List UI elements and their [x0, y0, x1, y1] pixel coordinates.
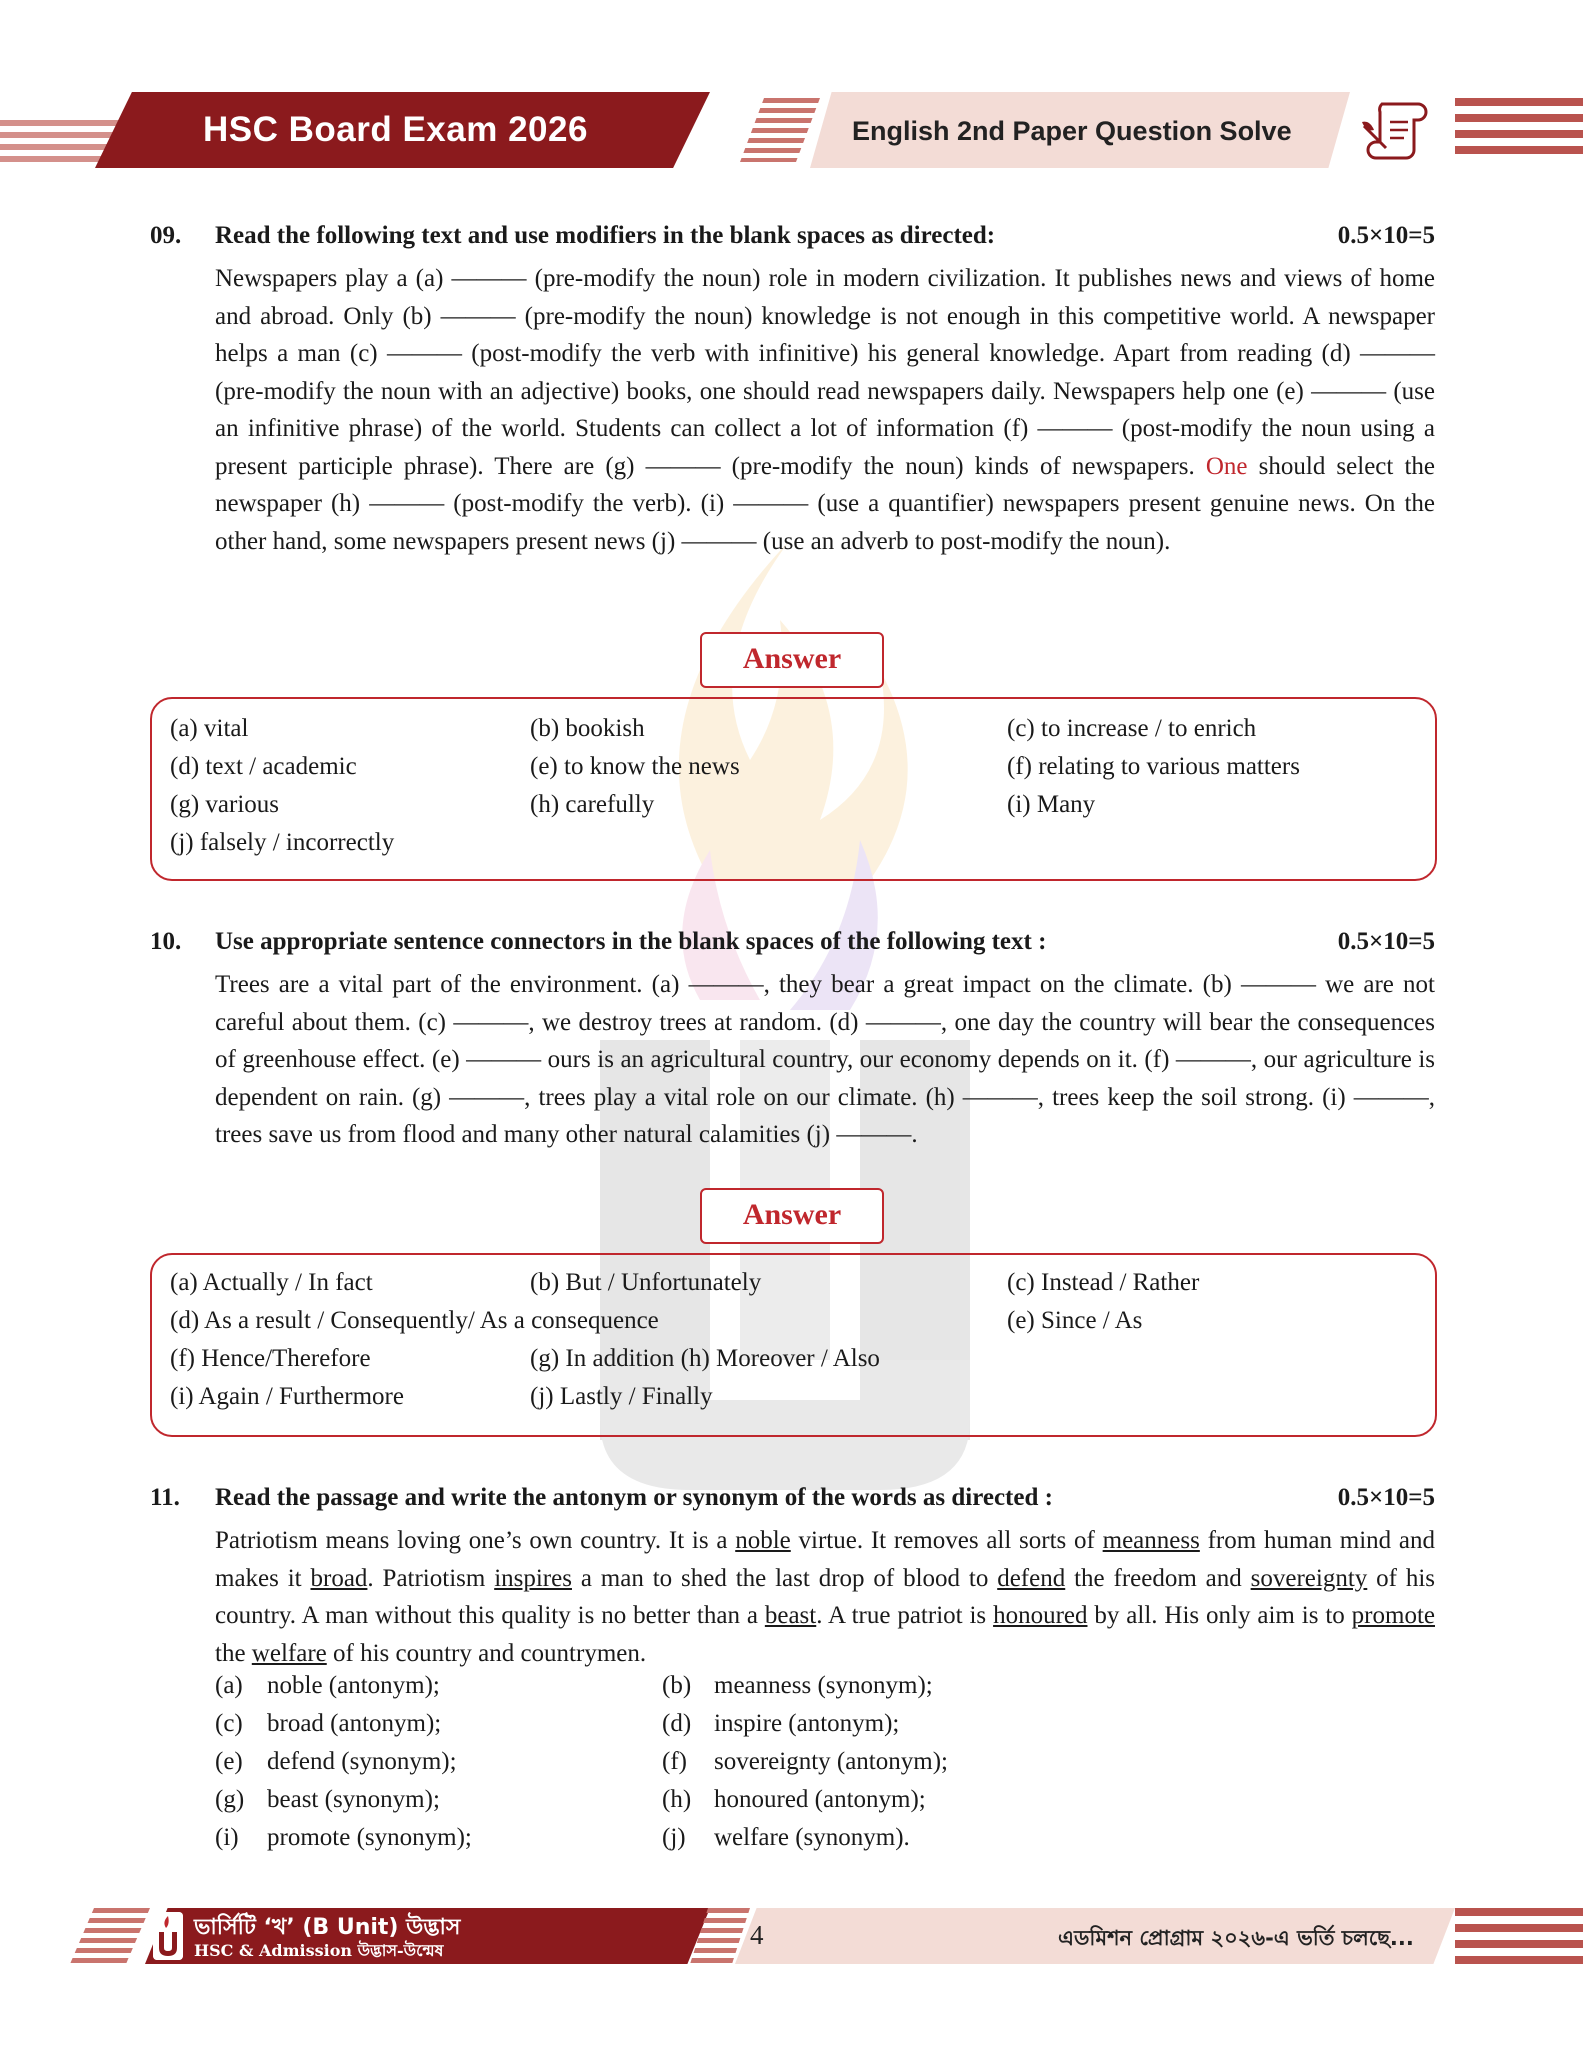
list-item: (j) welfare (synonym).: [662, 1824, 910, 1851]
answer-item: (f) relating to various matters: [1007, 753, 1300, 780]
underlined-word: noble: [735, 1527, 791, 1554]
question-11-header: [150, 1484, 1435, 1522]
question-marks: 0.5×10=5: [1337, 928, 1435, 955]
footer-tagline: এডমিশন প্রোগ্রাম ২০২৬-এ ভর্তি চলছে...: [1058, 1926, 1414, 1950]
answer-item: (b) bookish: [530, 715, 645, 742]
passage-text: virtue. It removes all sorts of: [790, 1527, 1103, 1554]
question-title: Read the following text and use modifiers in the blank spaces as directed:: [215, 222, 996, 249]
answer-item: (j) Lastly / Finally: [530, 1383, 713, 1410]
underlined-word: inspires: [494, 1564, 572, 1592]
passage-text: of his country and countrymen.: [326, 1639, 647, 1667]
passage-text: the: [215, 1639, 252, 1667]
answer-item: (j) falsely / incorrectly: [170, 829, 395, 856]
list-item: (f) sovereignty (antonym);: [662, 1748, 948, 1775]
page-number: 4: [750, 1920, 764, 1950]
answer-item: (h) carefully: [530, 791, 655, 818]
answer-item: (e) Since / As: [1007, 1307, 1143, 1334]
list-item: (a) noble (antonym);: [215, 1672, 440, 1699]
answer-item: (c) Instead / Rather: [1007, 1269, 1200, 1296]
passage-text: a man to shed the last drop of blood to: [571, 1564, 998, 1592]
underlined-word: meanness: [1102, 1527, 1200, 1554]
udvash-logo-icon: [153, 1912, 183, 1960]
list-item: (e) defend (synonym);: [215, 1748, 457, 1775]
answer-item: (g) In addition (h) Moreover / Also: [530, 1345, 880, 1372]
question-10-header: [150, 928, 1435, 966]
header-stripes-mid: [740, 98, 820, 162]
answer-item: (f) Hence/Therefore: [170, 1345, 371, 1372]
underlined-word: sovereignty: [1250, 1564, 1368, 1592]
answer-item: (a) vital: [170, 715, 249, 742]
passage-text: from human mind and makes it: [215, 1527, 1435, 1592]
question-number: 11.: [150, 1484, 180, 1511]
header-title: HSC Board Exam 2026: [203, 110, 588, 149]
q9-highlight-word: One: [1205, 452, 1248, 480]
question-9-header: [150, 222, 1435, 260]
question-title: Read the passage and write the antonym or synonym of the words as directed :: [215, 1484, 1053, 1511]
footer-brand-sub: HSC & Admission উদ্ভাস-উন্মেষ: [194, 1941, 444, 1960]
underlined-word: welfare: [251, 1639, 327, 1667]
q9-answer-box: [150, 697, 1437, 881]
list-item: (b) meanness (synonym);: [662, 1672, 933, 1699]
underlined-word: promote: [1351, 1602, 1435, 1629]
page-footer: [0, 1908, 1583, 1964]
question-marks: 0.5×10=5: [1337, 222, 1435, 249]
answer-item: (e) to know the news: [530, 753, 740, 780]
question-10-text: Trees are a vital part of the environment. (a) ———, they bear a great impact on the climate. (b) ——— we are not careful about them. (c) ———, we destroy trees at random. (d) ———, one day the country will bear the consequences of greenhouse effect. (e) ——— ours is an agricultural country, our economy depends on it. (f) ———, our agriculture is dependent on rain. (g) ———, trees play a vital role on our climate. (h) ———, trees keep the soil strong. (i) ———, trees save us from flood and many other natural calamities (j) ———.: [215, 971, 1435, 1148]
question-number: 10.: [150, 928, 182, 955]
footer-stripes-left: [70, 1908, 150, 1964]
question-number: 09.: [150, 222, 182, 249]
page-header: [0, 92, 1583, 168]
passage-text: Patriotism means loving one’s own country. It is a: [215, 1527, 736, 1554]
question-10: [150, 928, 1435, 1154]
passage-text: of his country. A man without this quality is no better than a: [215, 1564, 1435, 1629]
list-item: (h) honoured (antonym);: [662, 1786, 926, 1813]
underlined-word: honoured: [993, 1602, 1088, 1629]
list-item: (d) inspire (antonym);: [662, 1710, 900, 1737]
question-11-passage: [215, 1522, 1435, 1672]
passage-text: by all. His only aim is to: [1087, 1602, 1352, 1629]
answer-item: (c) to increase / to enrich: [1007, 715, 1257, 742]
q9-text-before: Newspapers play a (a) ——— (pre-modify the noun) role in modern civilization. It publishes news and views of home and abroad. Only (b) ——— (pre-modify the noun) knowledge is not enough in this competitive world. A newspaper helps a man (c) ——— (post-modify the verb with infinitive) his general knowledge. Apart from reading (d) ——— (pre-modify the noun with an adjective) books, one should read newspapers daily. Newspapers help one (e) ——— (use an infinitive phrase) of the world. Students can collect a lot of information (f) ——— (post-modify the noun using a present participle phrase). There are (g) ——— (pre-modify the noun) kinds of newspapers.: [215, 265, 1435, 480]
footer-brand: ভার্সিটি ‘খ’ (B Unit) উদ্ভাস: [194, 1915, 461, 1940]
q10-answer-box: [150, 1253, 1437, 1437]
question-9: [150, 222, 1435, 560]
answer-item: (b) But / Unfortunately: [530, 1269, 762, 1296]
question-marks: 0.5×10=5: [1337, 1484, 1435, 1511]
footer-stripes-right: [1455, 1908, 1583, 1964]
answer-item: (i) Again / Furthermore: [170, 1383, 404, 1410]
header-subtitle: English 2nd Paper Question Solve: [852, 116, 1292, 146]
q9-answer-label: Answer: [700, 632, 884, 688]
q10-answer-label: Answer: [700, 1188, 884, 1244]
passage-text: . Patriotism: [367, 1564, 495, 1592]
list-item: (c) broad (antonym);: [215, 1710, 442, 1737]
question-title: Use appropriate sentence connectors in the blank spaces of the following text :: [215, 928, 1047, 955]
answer-item: (d) text / academic: [170, 753, 357, 780]
underlined-word: beast: [764, 1602, 817, 1629]
underlined-word: defend: [997, 1564, 1066, 1592]
list-item: (g) beast (synonym);: [215, 1786, 440, 1813]
header-stripes-right: [1455, 98, 1583, 162]
answer-item: (g) various: [170, 791, 279, 818]
underlined-word: broad: [310, 1564, 368, 1592]
q9-text-after: should select the newspaper (h) ——— (post-modify the verb). (i) ——— (use a quantifier) newspapers present genuine news. On the other hand, some newspapers present news (j) ——— (use an adverb to post-modify the noun).: [215, 452, 1435, 555]
answer-item: (d) As a result / Consequently/ As a consequence: [170, 1307, 659, 1334]
question-11: [150, 1484, 1435, 1672]
passage-text: . A true patriot is: [816, 1602, 994, 1629]
answer-item: (i) Many: [1007, 791, 1096, 818]
question-9-text: [215, 260, 1435, 560]
list-item: (i) promote (synonym);: [215, 1824, 472, 1851]
scroll-quill-icon: [1360, 96, 1432, 164]
answer-item: (a) Actually / In fact: [170, 1269, 373, 1296]
passage-text: the freedom and: [1065, 1564, 1251, 1592]
